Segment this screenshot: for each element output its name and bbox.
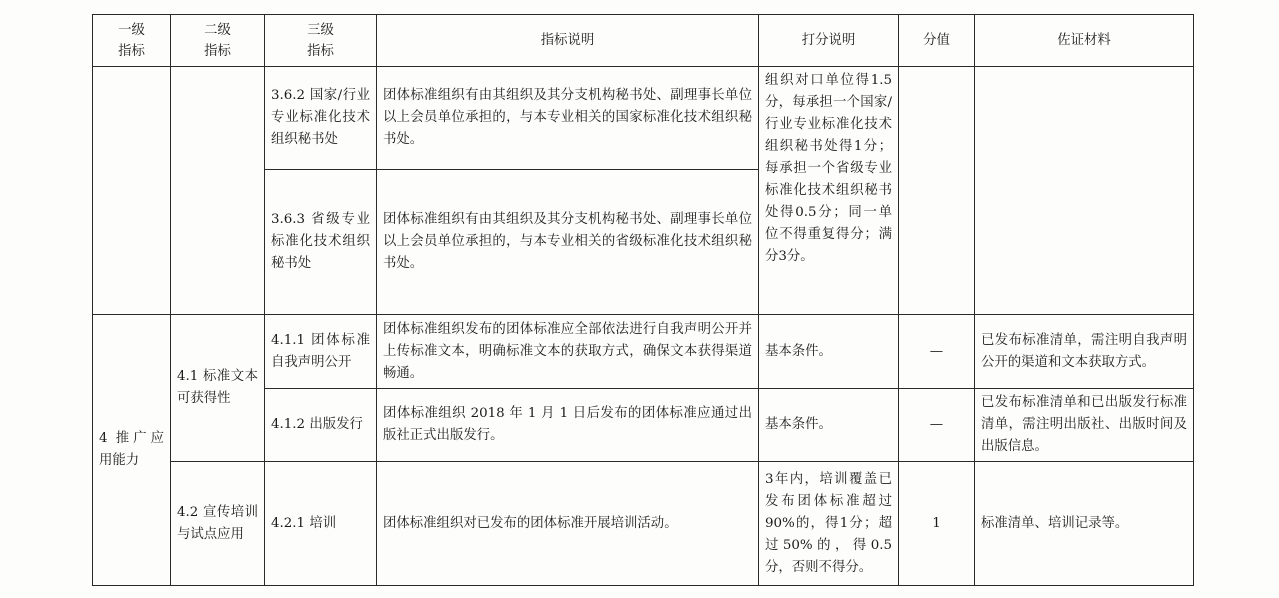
evidence-cell-empty — [975, 67, 1194, 315]
level3-cell: 4.1.2 出版发行 — [265, 389, 377, 462]
table-row — [93, 462, 1194, 586]
level3-cell: 3.6.2 国家/行业专业标准化技术组织秘书处 — [265, 67, 377, 170]
level1-cell-empty — [93, 67, 171, 315]
header-level1: 一级 指标 — [93, 15, 171, 67]
score-note-cell: 组织对口单位得1.5分，每承担一个国家/行业专业标准化技术组织秘书处得1分；每承担一个省级专业标准化技术组织秘书处得0.5分；同一单位不得重复得分；满分3分。 — [759, 67, 899, 315]
header-row — [93, 15, 1194, 67]
level3-cell: 3.6.3 省级专业标准化技术组织秘书处 — [265, 170, 377, 315]
score-cell: — — [899, 315, 975, 389]
indicator-table — [92, 14, 1194, 586]
evidence-cell: 已发布标准清单，需注明自我声明公开的渠道和文本获取方式。 — [975, 315, 1194, 389]
header-indicator-desc: 指标说明 — [377, 15, 759, 67]
score-cell: 1 — [899, 462, 975, 586]
table-row — [93, 67, 1194, 170]
header-score-desc: 打分说明 — [759, 15, 899, 67]
evidence-cell: 已发布标准清单和已出版发行标准清单，需注明出版社、出版时间及出版信息。 — [975, 389, 1194, 462]
level2-cell: 4.2 宣传培训与试点应用 — [171, 462, 265, 586]
level3-cell: 4.1.1 团体标准自我声明公开 — [265, 315, 377, 389]
level2-cell-empty — [171, 67, 265, 315]
header-level2: 二级 指标 — [171, 15, 265, 67]
level2-cell: 4.1 标准文本可获得性 — [171, 315, 265, 462]
evidence-cell: 标准清单、培训记录等。 — [975, 462, 1194, 586]
desc-cell: 团体标准组织有由其组织及其分支机构秘书处、副理事长单位以上会员单位承担的，与本专业相关的国家标准化技术组织秘书处。 — [377, 67, 759, 170]
table-row — [93, 315, 1194, 389]
desc-cell: 团体标准组织 2018 年 1 月 1 日后发布的团体标准应通过出版社正式出版发行。 — [377, 389, 759, 462]
level3-cell: 4.2.1 培训 — [265, 462, 377, 586]
header-score: 分值 — [899, 15, 975, 67]
desc-cell: 团体标准组织有由其组织及其分支机构秘书处、副理事长单位以上会员单位承担的，与本专业相关的省级标准化技术组织秘书处。 — [377, 170, 759, 315]
score-cell: — — [899, 389, 975, 462]
desc-cell: 团体标准组织对已发布的团体标准开展培训活动。 — [377, 462, 759, 586]
score-cell-empty — [899, 67, 975, 315]
desc-cell: 团体标准组织发布的团体标准应全部依法进行自我声明公开并上传标准文本，明确标准文本的获取方式，确保文本获得渠道畅通。 — [377, 315, 759, 389]
level1-cell: 4 推广应用能力 — [93, 315, 171, 586]
score-note-cell: 基本条件。 — [759, 389, 899, 462]
score-note-cell: 基本条件。 — [759, 315, 899, 389]
header-evidence: 佐证材料 — [975, 15, 1194, 67]
header-level3: 三级 指标 — [265, 15, 377, 67]
score-note-cell: 3年内，培训覆盖已发布团体标准超过90%的，得1分；超过50%的，得0.5分，否则不得分。 — [759, 462, 899, 586]
